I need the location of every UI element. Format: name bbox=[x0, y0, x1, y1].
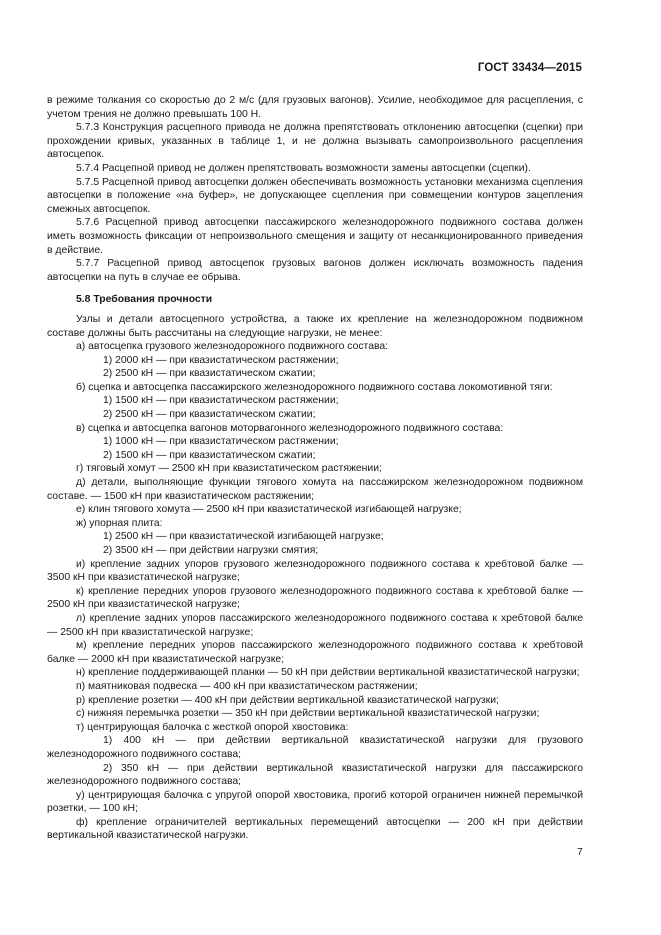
document-body bbox=[47, 94, 583, 843]
list-item: и) крепление задних упоров грузового железнодорожного подвижного состава к хребтовой балке — 3500 кН при квазистатической нагрузке; bbox=[47, 558, 583, 584]
list-item: ж) упорная плита: bbox=[76, 517, 163, 529]
list-item: т) центрирующая балочка с жесткой опорой хвостовика: bbox=[76, 721, 349, 733]
clause-5-7-4: 5.7.4 Расцепной привод не должен препятствовать возможности замены автосцепки (сцепки). bbox=[76, 162, 531, 174]
list-subitem: 2) 2500 кН — при квазистатическом сжатии; bbox=[103, 368, 316, 380]
list-subitem: 2) 1500 кН — при квазистатическом сжатии; bbox=[103, 449, 316, 461]
list-item: а) автосцепка грузового железнодорожного подвижного состава: bbox=[76, 341, 389, 353]
list-item: м) крепление передних упоров пассажирского железнодорожного подвижного состава к хребтовой балке — 2000 кН при квазистатической нагрузке; bbox=[47, 640, 583, 665]
document-code: ГОСТ 33434—2015 bbox=[477, 62, 582, 74]
list-item: н) крепление поддерживающей планки — 50 кН при действии вертикальной квазистатической нагрузки; bbox=[76, 667, 580, 679]
list-item: ф) крепление ограничителей вертикальных перемещений автосцепки — 200 кН при действии вертикальной квазистатической нагрузки. bbox=[47, 816, 583, 842]
list-subitem: 1) 1500 кН — при квазистатическом растяжении; bbox=[103, 395, 339, 407]
list-item: б) сцепка и автосцепка пассажирского железнодорожного подвижного состава локомотивной тяги: bbox=[76, 381, 553, 393]
list-subitem: 1) 1000 кН — при квазистатическом растяжении; bbox=[103, 436, 339, 448]
clause-5-7-5: 5.7.5 Расцепной привод автосцепки должен обеспечивать возможность установки механизма сцепления автосцепки в положение «на буфер», не допускающее сцепления при совмещении контуров зацепления смежных автосцепок. bbox=[47, 176, 583, 215]
list-item: п) маятниковая подвеска — 400 кН при квазистатическом растяжении; bbox=[76, 680, 418, 692]
list-item: д) детали, выполняющие функции тягового хомута на пассажирском железнодорожном подвижном составе. — 1500 кН при квазистатическом растяжении; bbox=[47, 477, 583, 502]
list-subitem: 2) 2500 кН — при квазистатическом сжатии; bbox=[103, 409, 316, 421]
clause-5-7-6: 5.7.6 Расцепной привод автосцепки пассажирского железнодорожного подвижного состава должен иметь возможность фиксации от непроизвольного смещения и защиту от несанкционированного приведения в действие. bbox=[47, 217, 583, 256]
list-subitem: 2) 3500 кН — при действии нагрузки смятия; bbox=[103, 545, 319, 556]
list-item: г) тяговый хомут — 2500 кН при квазистатическом растяжении; bbox=[76, 463, 382, 475]
list-item: р) крепление розетки — 400 кН при действии вертикальной квазистатической нагрузки; bbox=[76, 694, 499, 706]
clause-5-7-7: 5.7.7 Расцепной привод автосцепок грузовых вагонов должен исключать возможность падения автосцепки на путь в случае ее обрыва. bbox=[47, 258, 583, 283]
list-subitem: 2) 350 кН — при действии вертикальной квазистатической нагрузки для пассажирского железнодорожного подвижного состава; bbox=[47, 762, 583, 788]
section-title: 5.8 Требования прочности bbox=[76, 294, 213, 306]
list-item: в) сцепка и автосцепка вагонов моторвагонного железнодорожного подвижного состава: bbox=[76, 422, 504, 434]
list-subitem: 1) 400 кН — при действии вертикальной квазистатической нагрузки для грузового железнодорожного подвижного состава; bbox=[47, 735, 583, 760]
list-item: е) клин тягового хомута — 2500 кН при квазистатической изгибающей нагрузке; bbox=[76, 504, 462, 516]
list-subitem: 1) 2500 кН — при квазистатической изгибающей нагрузке; bbox=[103, 531, 384, 543]
clause-5-7-3: 5.7.3 Конструкция расцепного привода не должна препятствовать отклонению автосцепки (сцепки) при прохождении кривых, указанных в таблице 1, и не должна вызывать самопроизвольного расцепления автосцепок. bbox=[47, 122, 583, 161]
page-number: 7 bbox=[577, 846, 583, 858]
paragraph-continuation: в режиме толкания со скоростью до 2 м/с (для грузовых вагонов). Усилие, необходимое для расцепления, с учетом трения не должно превышать 100 Н. bbox=[47, 95, 583, 120]
section-intro: Узлы и детали автосцепного устройства, а также их крепление на железнодорожном подвижном составе должны быть рассчитаны на следующие нагрузки, не менее: bbox=[47, 313, 583, 339]
list-subitem: 1) 2000 кН — при квазистатическом растяжении; bbox=[103, 354, 339, 366]
list-item: к) крепление передних упоров грузового железнодорожного подвижного состава к хребтовой балке — 2500 кН при квазистатической нагрузке; bbox=[47, 585, 583, 611]
list-item: с) нижняя перемычка розетки — 350 кН при действии вертикальной квазистатической нагрузки; bbox=[76, 708, 540, 720]
list-item: у) центрирующая балочка с упругой опорой хвостовика, прогиб которой ограничен нижней перемычкой розетки, — 100 кН; bbox=[47, 789, 583, 815]
list-item: л) крепление задних упоров пассажирского железнодорожного подвижного состава к хребтовой балке — 2500 кН при квазистатической нагрузке; bbox=[47, 612, 583, 638]
